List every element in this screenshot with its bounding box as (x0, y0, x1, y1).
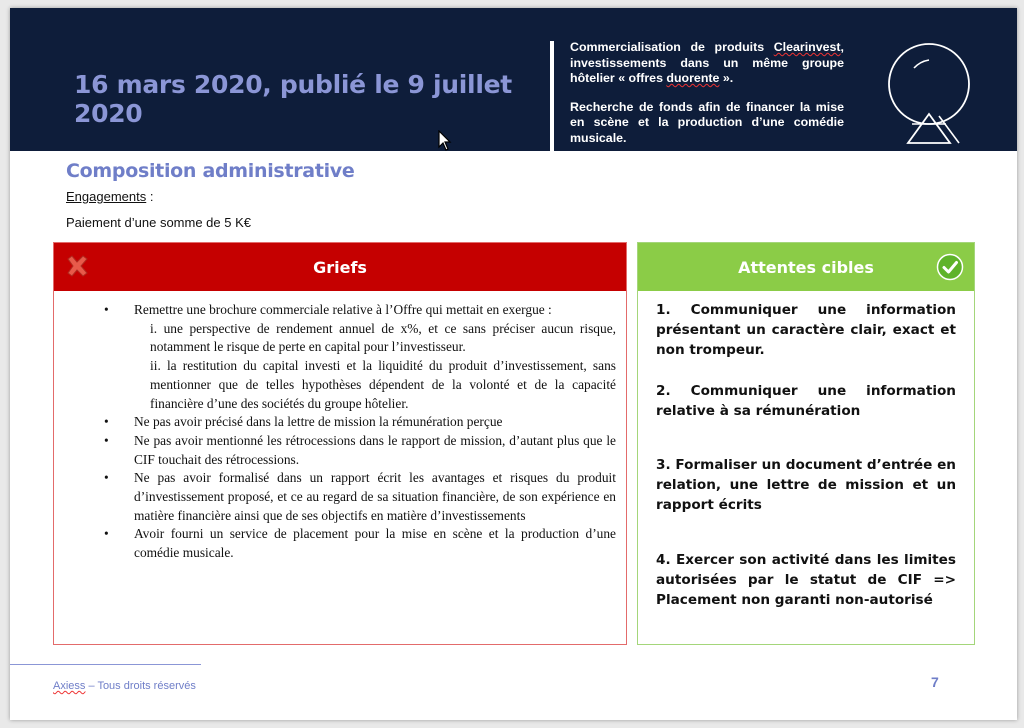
header-date: 16 mars 2020, publié le 9 juillet 2020 (74, 70, 512, 128)
logo-icon (884, 40, 974, 144)
payment-line: Paiement d’une somme de 5 K€ (66, 215, 251, 230)
summary-text: Commercialisation de produits (570, 40, 774, 54)
attentes-panel (637, 242, 975, 645)
footer-brand: Axiess (53, 680, 86, 692)
engagements-colon: : (146, 189, 154, 204)
slide (10, 8, 1017, 720)
griefs-title: Griefs (313, 257, 367, 277)
list-item: 3. Formaliser un document d’entrée en relation, une lettre de mission et un rapport écrits (656, 457, 956, 513)
header-divider (550, 41, 554, 151)
griefs-header (54, 243, 626, 291)
cursor-icon (438, 130, 452, 152)
engagements-label: Engagements (66, 189, 147, 204)
cross-icon (64, 253, 90, 279)
summary-brand: duorente (666, 71, 720, 85)
page-number: 7 (931, 674, 939, 690)
list-item-text: Remettre une brochure commerciale relative à l’Offre qui mettait en exergue : (134, 302, 552, 317)
header-summary (570, 40, 844, 146)
attentes-title: Attentes cibles (738, 257, 874, 277)
list-item: 1. Communiquer une information présentant un caractère clair, exact et non trompeur. (656, 302, 956, 358)
list-item: • Avoir fourni un service de placement pour la mise en scène et la production d’une comédie musicale. (104, 525, 616, 562)
footer-divider (10, 664, 201, 665)
attentes-header (638, 243, 974, 291)
list-item: 4. Exercer son activité dans les limites autorisées par le statut de CIF => Placement non garanti non-autorisé (656, 552, 956, 608)
header-banner (10, 8, 1017, 151)
footer-rights: – Tous droits réservés (85, 680, 196, 692)
summary-text: ». (719, 71, 734, 85)
summary-brand: Clearinvest (773, 40, 841, 54)
section-title: Composition administrative (66, 160, 355, 182)
list-item: • Ne pas avoir formalisé dans un rapport écrit les avantages et risques du produit d’investissement proposé, et ce au regard de sa situation financière, de son expérience en matière financière ainsi que de ses objectifs en matière d’investissements (104, 469, 616, 525)
summary-paragraph-1 (570, 40, 844, 87)
griefs-panel (53, 242, 627, 645)
list-item: 2. Communiquer une information relative à sa rémunération (656, 383, 956, 419)
footer-copyright (53, 680, 196, 692)
engagements-line (66, 189, 153, 204)
griefs-list (54, 291, 626, 563)
summary-text: , investissements dans un même groupe hôtelier « offres (570, 40, 844, 85)
summary-paragraph-2: Recherche de fonds afin de financer la mise en scène et la production d’une comédie musicale. (570, 99, 844, 145)
list-item: • Ne pas avoir mentionné les rétrocessions dans le rapport de mission, d’autant plus que le CIF touchait des rétrocessions. (104, 432, 616, 469)
sub-item: i. une perspective de rendement annuel de x%, et ce sans préciser aucun risque, notamment le risque de perte en capital pour l’investisseur. (150, 320, 616, 355)
list-item: • Ne pas avoir précisé dans la lettre de mission la rémunération perçue (104, 413, 616, 432)
sub-item: ii. la restitution du capital investi et la liquidité du produit d’investissement, sans mentionner que de telles hypothèses dépendent de la volonté et de la capacité financière d’une des sociétés du groupe hôtelier. (150, 358, 616, 411)
list-item (104, 301, 616, 413)
check-icon (936, 253, 964, 281)
